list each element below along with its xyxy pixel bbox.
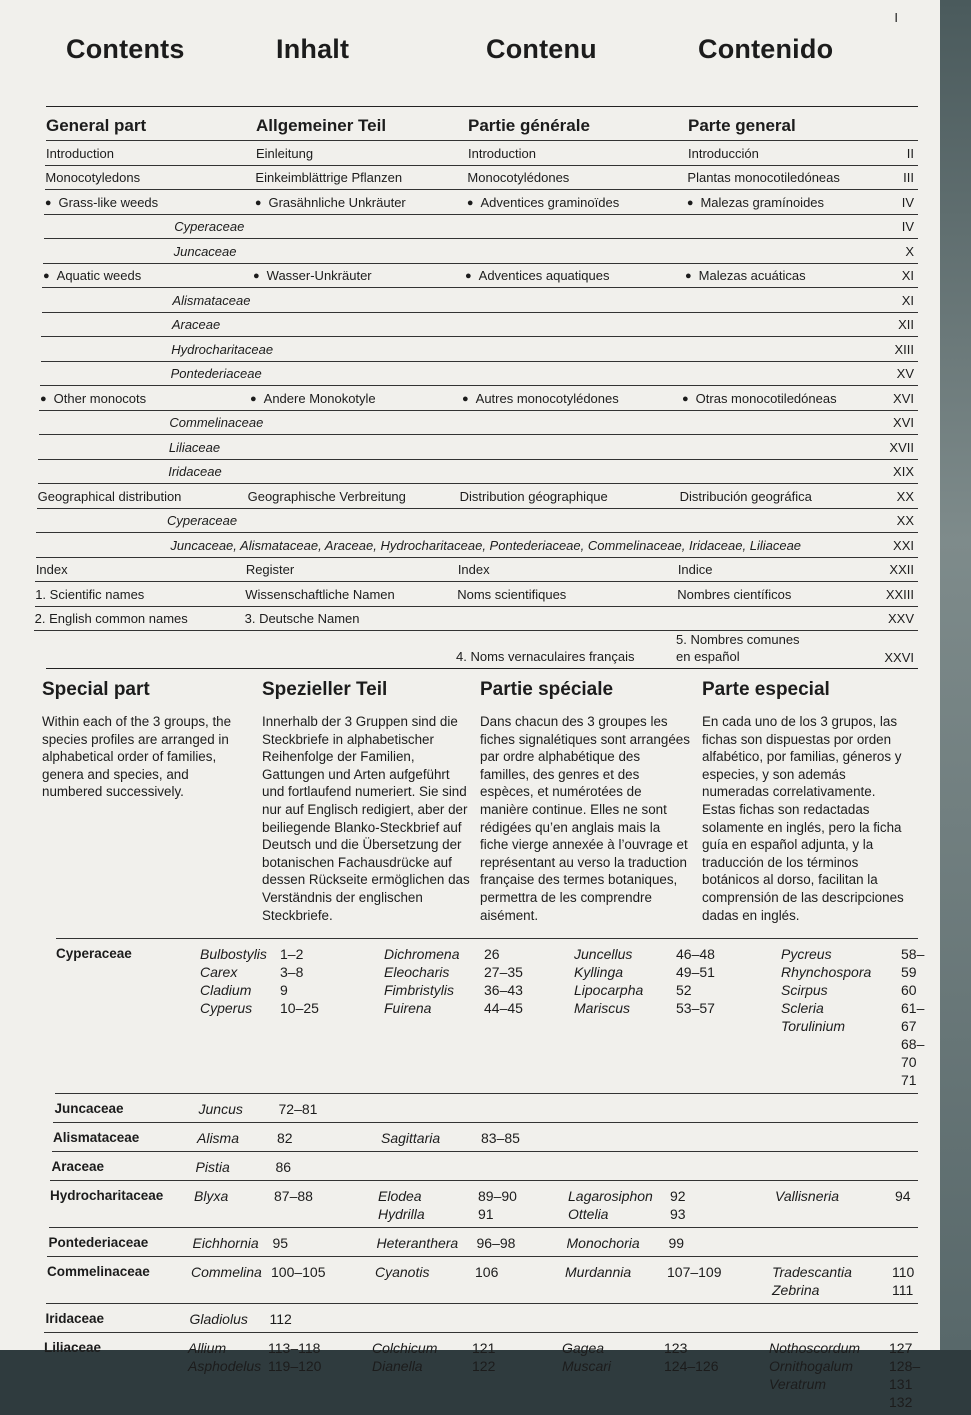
genus-name: Gagea bbox=[562, 1340, 605, 1357]
toc-entry: 2. English common names bbox=[34, 611, 188, 626]
genus-column bbox=[200, 945, 280, 1089]
family-name: Alismataceae bbox=[53, 1130, 140, 1146]
special-part bbox=[42, 679, 918, 924]
toc-entry: ● Grasähnliche Unkräuter bbox=[255, 195, 467, 210]
species-numbers: 3–8 bbox=[280, 964, 304, 981]
genus-name: Lipocarpha bbox=[574, 982, 644, 999]
species-numbers: 100–105 bbox=[271, 1264, 326, 1281]
toc-page-number: XXI bbox=[893, 537, 914, 553]
genus-name: Tradescantia bbox=[772, 1264, 852, 1281]
toc-page-number: XXV bbox=[887, 611, 914, 626]
special-column bbox=[480, 679, 702, 924]
genus-name: Commelina bbox=[191, 1264, 262, 1281]
toc-row bbox=[44, 214, 918, 239]
species-numbers: 106 bbox=[475, 1264, 499, 1281]
toc-entry: ● Otras monocotiledóneas bbox=[682, 391, 870, 406]
toc-page-number: XIII bbox=[894, 341, 914, 357]
genus-name: Ornithogalum bbox=[769, 1358, 854, 1375]
genus-name: Murdannia bbox=[565, 1264, 632, 1281]
species-numbers: 112 bbox=[269, 1311, 292, 1328]
toc-page-number: XXIII bbox=[885, 586, 914, 602]
genus-column bbox=[197, 1129, 277, 1147]
header-english: Contents bbox=[66, 34, 185, 64]
toc-entry: Wissenschaftliche Namen bbox=[245, 586, 395, 602]
genus-column bbox=[383, 1100, 483, 1118]
toc-page-number: IV bbox=[901, 194, 914, 210]
special-text: Within each of the 3 groups, the species profiles are arranged in alphabetical order of families, genera and species, and numbered successively. bbox=[42, 714, 232, 800]
toc-family-name: Pontederiaceae bbox=[170, 366, 262, 381]
genus-name: Heteranthera bbox=[376, 1235, 459, 1252]
genus-name: Elodea bbox=[378, 1188, 422, 1205]
genus-column bbox=[188, 1339, 268, 1411]
genus-column bbox=[573, 1100, 675, 1118]
number-column bbox=[480, 1158, 570, 1176]
genus-name: Cladium bbox=[200, 982, 252, 999]
toc-row bbox=[43, 263, 918, 288]
toc-row bbox=[38, 459, 918, 484]
genus-column bbox=[769, 1339, 889, 1411]
family-row bbox=[56, 938, 925, 1093]
genus-name: Fimbristylis bbox=[384, 982, 454, 999]
family-row bbox=[49, 1227, 919, 1256]
number-column bbox=[676, 945, 781, 1089]
special-text: En cada uno de los 3 grupos, las fichas son dispuestas por orden alfabético, por familias, géneros y especies, y son además numeradas correlativamente. Estas fichas son redactadas solamente en inglés, pero la ficha guía en español adjunta, y la traducción de los términos botánicos al dorso, facilitan la comprensión de las descripciones dadas en inglés. bbox=[702, 714, 904, 923]
toc-entry: ● Other monocots bbox=[40, 391, 250, 406]
family-row bbox=[55, 1093, 919, 1122]
number-column bbox=[280, 945, 384, 1089]
family-name: Araceae bbox=[51, 1159, 105, 1175]
species-numbers: 58–59 bbox=[901, 946, 925, 981]
genus-name: Kyllinga bbox=[574, 964, 624, 981]
species-numbers: 119–120 bbox=[268, 1358, 322, 1375]
toc-entry: ● Malezas gramínoides bbox=[687, 195, 875, 210]
number-column bbox=[892, 1263, 918, 1299]
species-numbers: 83–85 bbox=[481, 1130, 520, 1147]
genus-name: Juncus bbox=[198, 1101, 243, 1118]
genus-column bbox=[381, 1129, 481, 1147]
toc-row bbox=[36, 532, 918, 557]
family-name: Juncaceae bbox=[54, 1101, 124, 1117]
toc-entry: ● Wasser-Unkräuter bbox=[253, 268, 465, 283]
genus-name: Hydrilla bbox=[378, 1206, 425, 1223]
species-numbers: 132 bbox=[889, 1394, 913, 1411]
family-row bbox=[52, 1151, 919, 1180]
toc-entry: Distribución geográfica bbox=[679, 488, 812, 504]
toc-row bbox=[36, 557, 918, 582]
toc-family-name: Liliaceae bbox=[168, 439, 221, 455]
genus-column bbox=[772, 1263, 892, 1299]
family-row bbox=[46, 1303, 919, 1332]
toc-row bbox=[35, 581, 918, 606]
genus-column bbox=[374, 1310, 474, 1328]
genus-name: Ottelia bbox=[568, 1206, 609, 1223]
genus-name: Mariscus bbox=[574, 1000, 631, 1017]
toc-page-number: XVI bbox=[893, 415, 914, 430]
special-column bbox=[262, 679, 480, 924]
family-row bbox=[50, 1180, 918, 1227]
species-numbers: 82 bbox=[277, 1130, 293, 1147]
number-column bbox=[273, 1234, 377, 1252]
genus-name: Sagittaria bbox=[381, 1130, 441, 1147]
special-text: Innerhalb der 3 Gruppen sind die Steckbriefe in alphabetischer Reihenfolge der Familien, Gattungen und Arten aufgeführt und fortlaufend numeriert. Sie sind nur auf Englisch redigiert, aber der beiliegende Blanko-Steckbrief auf Deutsch und die Übersetzung der botanischen Fachausdrücke auf dessen Rückseite ermöglichen das Verständnis der englischen Steckbriefe. bbox=[262, 714, 470, 923]
genus-column bbox=[774, 1234, 894, 1252]
page-number: I bbox=[894, 10, 898, 25]
species-numbers: 111 bbox=[892, 1282, 914, 1299]
species-numbers: 123 bbox=[664, 1340, 688, 1357]
toc-row bbox=[39, 410, 918, 435]
genus-column bbox=[199, 1100, 279, 1118]
number-column bbox=[897, 1158, 919, 1176]
toc-row bbox=[34, 630, 918, 668]
genus-column bbox=[564, 1310, 666, 1328]
number-column bbox=[664, 1339, 769, 1411]
species-numbers: 46–48 bbox=[676, 946, 715, 963]
species-numbers: 128–131 bbox=[889, 1358, 921, 1393]
species-numbers: 72–81 bbox=[278, 1101, 318, 1118]
toc-entry: Introducción bbox=[688, 145, 759, 161]
species-numbers: 93 bbox=[670, 1206, 686, 1223]
toc-row bbox=[46, 140, 918, 165]
genus-column bbox=[193, 1234, 273, 1252]
toc-page-number: XX bbox=[896, 488, 914, 504]
species-numbers: 53–57 bbox=[676, 1000, 715, 1017]
genus-name: Pycreus bbox=[781, 946, 832, 963]
toc-entry: Register bbox=[245, 562, 295, 577]
genus-name: Eleocharis bbox=[384, 964, 450, 981]
toc-row bbox=[38, 483, 918, 508]
species-numbers: 1–2 bbox=[280, 946, 304, 963]
number-column bbox=[666, 1310, 771, 1328]
genus-column bbox=[570, 1158, 672, 1176]
toc-entry: ● Malezas acuáticas bbox=[685, 268, 873, 283]
toc-entry: 4. Noms vernaculaires français bbox=[456, 649, 635, 664]
genus-column bbox=[375, 1263, 475, 1299]
genus-name: Cyanotis bbox=[375, 1264, 430, 1281]
genus-name: Eichhornia bbox=[192, 1235, 259, 1252]
genus-name: Cyperus bbox=[200, 1000, 253, 1017]
number-column bbox=[481, 1129, 571, 1147]
species-numbers: 10–25 bbox=[280, 1000, 319, 1017]
number-column bbox=[274, 1187, 378, 1223]
toc-family-name: Juncaceae, Alismataceae, Araceae, Hydrocharitaceae, Pontederiaceae, Commelinaceae, Iridaceae, Liliaceae bbox=[170, 537, 802, 553]
toc-entry: Einleitung bbox=[256, 145, 314, 161]
toc-page-number: XVII bbox=[889, 439, 914, 455]
genus-name: Torulinium bbox=[781, 1018, 846, 1035]
toc-entry: Monocotylédones bbox=[467, 170, 570, 185]
toc-family-name: Iridaceae bbox=[168, 464, 222, 479]
genus-name: Scleria bbox=[781, 1000, 824, 1017]
genus-name: Vallisneria bbox=[775, 1188, 840, 1205]
family-name: Liliaceae bbox=[44, 1340, 102, 1356]
genus-column bbox=[190, 1310, 270, 1328]
genus-column bbox=[565, 1263, 667, 1299]
genus-column bbox=[377, 1234, 477, 1252]
toc-entry: Plantas monocotiledóneas bbox=[687, 170, 840, 185]
toc-page-number: II bbox=[906, 145, 914, 161]
toc-entry: ● Grass-like weeds bbox=[45, 195, 255, 210]
special-title: Partie spéciale bbox=[480, 679, 614, 700]
number-column bbox=[900, 1100, 919, 1118]
genus-name: Fuirena bbox=[384, 1000, 432, 1017]
species-numbers: 94 bbox=[895, 1188, 911, 1205]
species-numbers: 121 bbox=[472, 1340, 496, 1357]
toc-entry: Introduction bbox=[468, 145, 536, 161]
family-name: Cyperaceae bbox=[56, 946, 132, 962]
genus-name: Monochoria bbox=[566, 1235, 640, 1252]
species-numbers: 9 bbox=[280, 982, 288, 999]
toc-family-name: Juncaceae bbox=[173, 243, 237, 259]
genus-name: Juncellus bbox=[574, 946, 633, 963]
toc-entry: ● Adventices graminoïdes bbox=[467, 195, 687, 210]
number-column bbox=[270, 1310, 374, 1328]
toc-page-number: XI bbox=[901, 268, 914, 283]
genus-name: Dichromena bbox=[384, 946, 460, 963]
genus-column bbox=[196, 1158, 276, 1176]
genus-column bbox=[380, 1158, 480, 1176]
genus-column bbox=[775, 1187, 895, 1223]
species-numbers: 113–118 bbox=[268, 1340, 321, 1357]
toc-page-number: XV bbox=[896, 366, 914, 381]
species-numbers: 91 bbox=[478, 1206, 494, 1223]
toc-entry: ● Autres monocotylédones bbox=[462, 391, 682, 406]
genus-column bbox=[771, 1310, 891, 1328]
species-numbers: 60 bbox=[901, 982, 917, 999]
special-text: Dans chacun des 3 groupes les fiches signalétiques sont arrangées par ordre alphabétique des familles, des genres et des espèces, et numérotées de manière continue. Elles ne sont rédigées qu’en anglais mais la fiche vierge annexée à l’ouvrage et représentant au verso la traduction française des termes botaniques, permettra de les comprendre aisément. bbox=[480, 714, 690, 923]
species-numbers: 110 bbox=[892, 1264, 915, 1281]
toc-page-number: IV bbox=[901, 219, 914, 234]
number-column bbox=[484, 945, 574, 1089]
genus-name: Gladiolus bbox=[189, 1311, 248, 1328]
contents-headers bbox=[66, 34, 918, 94]
species-numbers: 99 bbox=[668, 1235, 685, 1252]
toc-row bbox=[35, 606, 918, 631]
family-name: Pontederiaceae bbox=[48, 1235, 149, 1251]
species-numbers: 26 bbox=[484, 946, 500, 963]
genus-name: Zebrina bbox=[772, 1282, 820, 1299]
toc-page-number: X bbox=[905, 243, 914, 259]
number-column bbox=[271, 1263, 375, 1299]
number-column bbox=[483, 1100, 573, 1118]
species-numbers: 61–67 bbox=[901, 1000, 925, 1035]
genus-column bbox=[384, 945, 484, 1089]
number-column bbox=[672, 1158, 777, 1176]
toc-entry: Geographical distribution bbox=[37, 488, 182, 504]
special-column bbox=[702, 679, 918, 924]
toc-family-name: Cyperaceae bbox=[167, 513, 238, 528]
toc-row bbox=[42, 312, 918, 337]
species-numbers: 92 bbox=[670, 1188, 686, 1205]
genus-name: Dianella bbox=[372, 1358, 423, 1375]
family-name: Iridaceae bbox=[45, 1311, 105, 1327]
header-german: Inhalt bbox=[276, 34, 350, 64]
toc-entry: Index bbox=[35, 562, 68, 577]
species-numbers: 124–126 bbox=[664, 1358, 719, 1375]
number-column bbox=[673, 1129, 778, 1147]
species-numbers: 122 bbox=[472, 1358, 496, 1375]
special-title: Parte especial bbox=[702, 679, 830, 700]
genus-name: Nothoscordum bbox=[769, 1340, 861, 1357]
header-spanish: Contenido bbox=[698, 34, 834, 64]
toc-row bbox=[39, 434, 918, 459]
number-column bbox=[901, 945, 924, 1089]
special-title: Spezieller Teil bbox=[262, 679, 388, 700]
genus-column bbox=[191, 1263, 271, 1299]
toc-page-number: XX bbox=[896, 513, 914, 528]
toc-row bbox=[45, 165, 918, 190]
number-column bbox=[891, 1310, 919, 1328]
toc-row bbox=[45, 189, 918, 214]
toc-row bbox=[40, 385, 918, 410]
number-column bbox=[478, 1187, 568, 1223]
genus-name: Muscari bbox=[562, 1358, 612, 1375]
genus-name: Asphodelus bbox=[188, 1358, 262, 1375]
species-numbers: 49–51 bbox=[676, 964, 715, 981]
genus-name: Allium bbox=[188, 1340, 227, 1357]
genus-column bbox=[780, 1100, 900, 1118]
number-column bbox=[475, 1263, 565, 1299]
species-numbers: 71 bbox=[901, 1072, 917, 1089]
toc-page-number: XII bbox=[898, 317, 914, 332]
number-column bbox=[276, 1158, 380, 1176]
toc-row bbox=[37, 508, 918, 533]
genus-column bbox=[372, 1339, 472, 1411]
genus-column bbox=[194, 1187, 274, 1223]
species-numbers: 68–70 bbox=[901, 1036, 925, 1071]
genus-name: Colchicum bbox=[372, 1340, 438, 1357]
toc-page-number: XVI bbox=[893, 390, 914, 406]
special-column bbox=[42, 679, 262, 924]
family-row bbox=[47, 1256, 918, 1303]
genus-column bbox=[777, 1158, 897, 1176]
genus-column bbox=[568, 1187, 670, 1223]
genus-column bbox=[574, 945, 676, 1089]
toc-row bbox=[41, 336, 918, 361]
toc-entry: Einkeimblättrige Pflanzen bbox=[255, 170, 403, 185]
genus-name: Pistia bbox=[195, 1159, 230, 1176]
number-column bbox=[898, 1129, 918, 1147]
toc-entry: Index bbox=[457, 562, 490, 577]
toc-entry: Nombres científicos bbox=[677, 586, 792, 602]
family-name: Commelinaceae bbox=[47, 1264, 150, 1280]
number-column bbox=[477, 1234, 567, 1252]
toc-entry: Noms scientifiques bbox=[457, 586, 567, 602]
number-column bbox=[895, 1187, 918, 1223]
genus-name: Veratrum bbox=[769, 1376, 827, 1393]
genus-name: Lagarosiphon bbox=[568, 1188, 653, 1205]
species-numbers: 107–109 bbox=[667, 1264, 722, 1281]
species-numbers: 52 bbox=[676, 982, 692, 999]
genus-column bbox=[562, 1339, 664, 1411]
toc-entry: 1. Scientific names bbox=[35, 586, 145, 602]
toc-entry: ● Adventices aquatiques bbox=[465, 268, 685, 283]
genus-column bbox=[571, 1129, 673, 1147]
genus-name: Bulbostylis bbox=[200, 946, 267, 963]
general-part-heading: General part Allgemeiner Teil Partie générale Parte general bbox=[46, 106, 918, 140]
species-numbers: 27–35 bbox=[484, 964, 523, 981]
genus-name: Scirpus bbox=[781, 982, 828, 999]
toc-entry: Monocotyledons bbox=[45, 170, 141, 185]
genus-name: Rhynchospora bbox=[781, 964, 872, 981]
toc-entry: ● Andere Monokotyle bbox=[250, 391, 462, 406]
genus-name: Alisma bbox=[197, 1130, 240, 1147]
genus-name: Blyxa bbox=[194, 1188, 229, 1205]
number-column bbox=[277, 1129, 381, 1147]
toc-entry: Indice bbox=[677, 562, 713, 577]
genus-column bbox=[778, 1129, 898, 1147]
toc-family-name: Commelinaceae bbox=[169, 415, 264, 430]
toc-row bbox=[44, 238, 918, 263]
number-column bbox=[889, 1339, 920, 1411]
species-numbers: 96–98 bbox=[476, 1235, 516, 1252]
genus-column bbox=[781, 945, 901, 1089]
toc-entry: 5. Nombres comunes en español bbox=[676, 632, 800, 664]
number-column bbox=[667, 1263, 772, 1299]
toc-entry: Introduction bbox=[46, 145, 114, 161]
species-numbers: 89–90 bbox=[478, 1188, 517, 1205]
number-column bbox=[669, 1234, 774, 1252]
species-numbers: 44–45 bbox=[484, 1000, 523, 1017]
toc-page-number: XXVI bbox=[884, 650, 914, 665]
toc-page-number: XXII bbox=[889, 562, 914, 577]
table-of-contents bbox=[34, 106, 918, 668]
toc-family-name: Alismataceae bbox=[172, 292, 251, 308]
toc-row bbox=[41, 361, 918, 386]
species-numbers: 127 bbox=[889, 1340, 913, 1357]
toc-family-name: Araceae bbox=[171, 317, 221, 332]
header-french: Contenu bbox=[486, 34, 597, 64]
number-column bbox=[279, 1100, 383, 1118]
number-column bbox=[472, 1339, 562, 1411]
toc-entry: Distribution géographique bbox=[459, 488, 608, 504]
number-column bbox=[474, 1310, 564, 1328]
number-column bbox=[675, 1100, 780, 1118]
genus-column bbox=[378, 1187, 478, 1223]
toc-family-name: Hydrocharitaceae bbox=[171, 341, 274, 357]
number-column bbox=[268, 1339, 372, 1411]
family-name: Hydrocharitaceae bbox=[50, 1188, 164, 1204]
toc-entry: Geographische Verbreitung bbox=[247, 488, 406, 504]
toc-entry: ● Aquatic weeds bbox=[43, 268, 253, 283]
species-numbers: 87–88 bbox=[274, 1188, 313, 1205]
species-numbers: 86 bbox=[275, 1159, 292, 1176]
toc-row bbox=[42, 287, 918, 312]
special-title: Special part bbox=[42, 679, 150, 700]
toc-entry: 3. Deutsche Namen bbox=[244, 611, 360, 626]
genus-name: Carex bbox=[200, 964, 238, 981]
species-numbers: 36–43 bbox=[484, 982, 523, 999]
toc-page-number: III bbox=[903, 170, 914, 185]
number-column bbox=[670, 1187, 775, 1223]
toc-page-number: XIX bbox=[893, 464, 914, 479]
family-row bbox=[53, 1122, 918, 1151]
species-index bbox=[28, 938, 925, 1415]
species-numbers: 95 bbox=[272, 1235, 289, 1252]
number-column bbox=[894, 1234, 919, 1252]
genus-column bbox=[567, 1234, 669, 1252]
family-row bbox=[44, 1332, 921, 1415]
toc-family-name: Cyperaceae bbox=[174, 219, 245, 234]
toc-page-number: XI bbox=[901, 292, 914, 308]
